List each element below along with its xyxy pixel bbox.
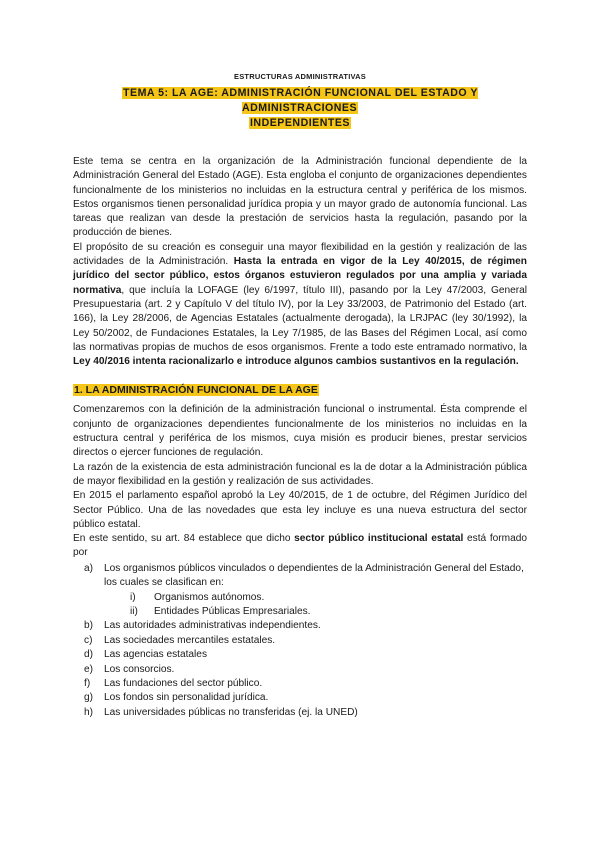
section-paragraph-3: En 2015 el parlamento español aprobó la Ley 40/2015, de 1 de octubre, del Régimen Jurídico del Sector Público. Una de las novedades que esta ley incluye es una nueva estructura del sector público estatal. [73,490,527,530]
list-item [84,663,527,677]
list-item [84,706,527,720]
list-item [84,648,527,662]
sublist-item-text: Organismos autónomos. [154,591,265,603]
list-marker: d) [84,649,94,661]
section-paragraph-1: Comenzaremos con la definición de la administración funcional o instrumental. Ésta comprende el conjunto de organizaciones dependientes funcionalmente de los ministerios no incluidas en la estructura central y periférica de los mismos, cuya misión es producir bienes, prestar servicios directos o ejercer funciones de regulación. [73,404,527,459]
list-item-text: Las fundaciones del sector público. [104,677,263,689]
sublist-item [130,605,527,619]
tema-title-line2: INDEPENDIENTES [249,117,350,129]
list-item-text: Las sociedades mercantiles estatales. [104,634,276,646]
list-marker: g) [84,692,94,704]
list-item [84,634,527,648]
intro-p2-bold-a: Hasta la entrada en vigor de la Ley 40/2015, de régimen jurídico del sector público, estos órganos estuvieron regulados por una amplia y variada normativa [73,256,527,296]
list-item [84,691,527,705]
list-item [84,619,527,633]
sublist-item-text: Entidades Públicas Empresariales. [154,605,311,617]
section-p4-part-a: En este sentido, su art. 84 establece que dicho [73,533,295,545]
intro-paragraph-2 [73,241,527,370]
intro-paragraph-1: Este tema se centra en la organización de la Administración funcional dependiente de la Administración General del Estado (AGE). Esta engloba el conjunto de organizaciones dependientes funcionalmente de los ministerios no incluidas en la estructura central y periférica de los mismos. Estos organismos tienen personalidad jurídica propia y un mayor grado de autonomía funcional. Las tareas que realizan van desde la prestación de servicios hasta la regulación, pasando por la producción de bienes. [73,156,527,239]
list-item [84,562,527,620]
sublist-marker: ii) [130,605,138,617]
list-item-text: Los organismos públicos vinculados o dependientes de la Administración General del Estado, los cuales se clasifican en: [104,562,524,589]
list-item-text: Las universidades públicas no transferidas (ej. la UNED) [104,706,358,718]
list-item [84,677,527,691]
list-marker: f) [84,677,91,689]
organismos-sublist [104,591,527,620]
list-item-text: Los consorcios. [104,663,175,675]
list-item-text: Los fondos sin personalidad jurídica. [104,692,269,704]
section-p4-part-c: está formado por [73,533,527,559]
sublist-marker: i) [130,591,136,603]
list-marker: c) [84,634,93,646]
section-paragraph-4 [73,532,527,561]
document-header-label: ESTRUCTURAS ADMINISTRATIVAS [234,72,366,81]
tema-title-line1: TEMA 5: LA AGE: ADMINISTRACIÓN FUNCIONAL DEL ESTADO Y ADMINISTRACIONES [123,87,478,114]
sector-publico-list [73,562,527,720]
list-marker: b) [84,620,94,632]
section-heading-text: 1. LA ADMINISTRACIÓN FUNCIONAL DE LA AGE [74,384,318,397]
section-p4-bold: sector público institucional estatal [294,533,464,545]
section-paragraph-2: La razón de la existencia de esta administración funcional es la de dotar a la Administración pública de mayor flexibilidad en la gestión y realización de sus actividades. [73,461,527,487]
sublist-item [130,591,527,605]
section-heading [73,383,527,398]
list-marker: e) [84,663,94,675]
intro-p2-part-a: El propósito de su creación es conseguir una mayor flexibilidad en la gestión y realización de las actividades de la Administración. [73,241,527,268]
list-item-text: Las agencias estatales [104,649,208,661]
list-marker: a) [84,562,94,574]
intro-p2-bold-d: Ley 40/2016 intenta racionalizarlo e introduce algunos cambios sustantivos en la regulación. [73,356,519,368]
list-item-text: Las autoridades administrativas independientes. [104,620,321,632]
tema-title [73,86,527,131]
intro-p2-part-c: , que incluía la LOFAGE (ley 6/1997, título III), pasando por la Ley 47/2003, General Presupuestaria (art. 2 y Capítulo V del título IV), por la Ley 33/2003, de Patrimonio del Estado (art. 166), la Ley 28/2006, de Agencias Estatales (actualmente derogada), la LRJPAC (ley 30/1992), la Ley 50/2002, de Fundaciones Estatales, la Ley 7/1985, de las Bases del Régimen Local, así como las normativas propias de muchos de esos organismos. Frente a todo este entramado normativo, la [73,284,527,353]
list-marker: h) [84,706,94,718]
